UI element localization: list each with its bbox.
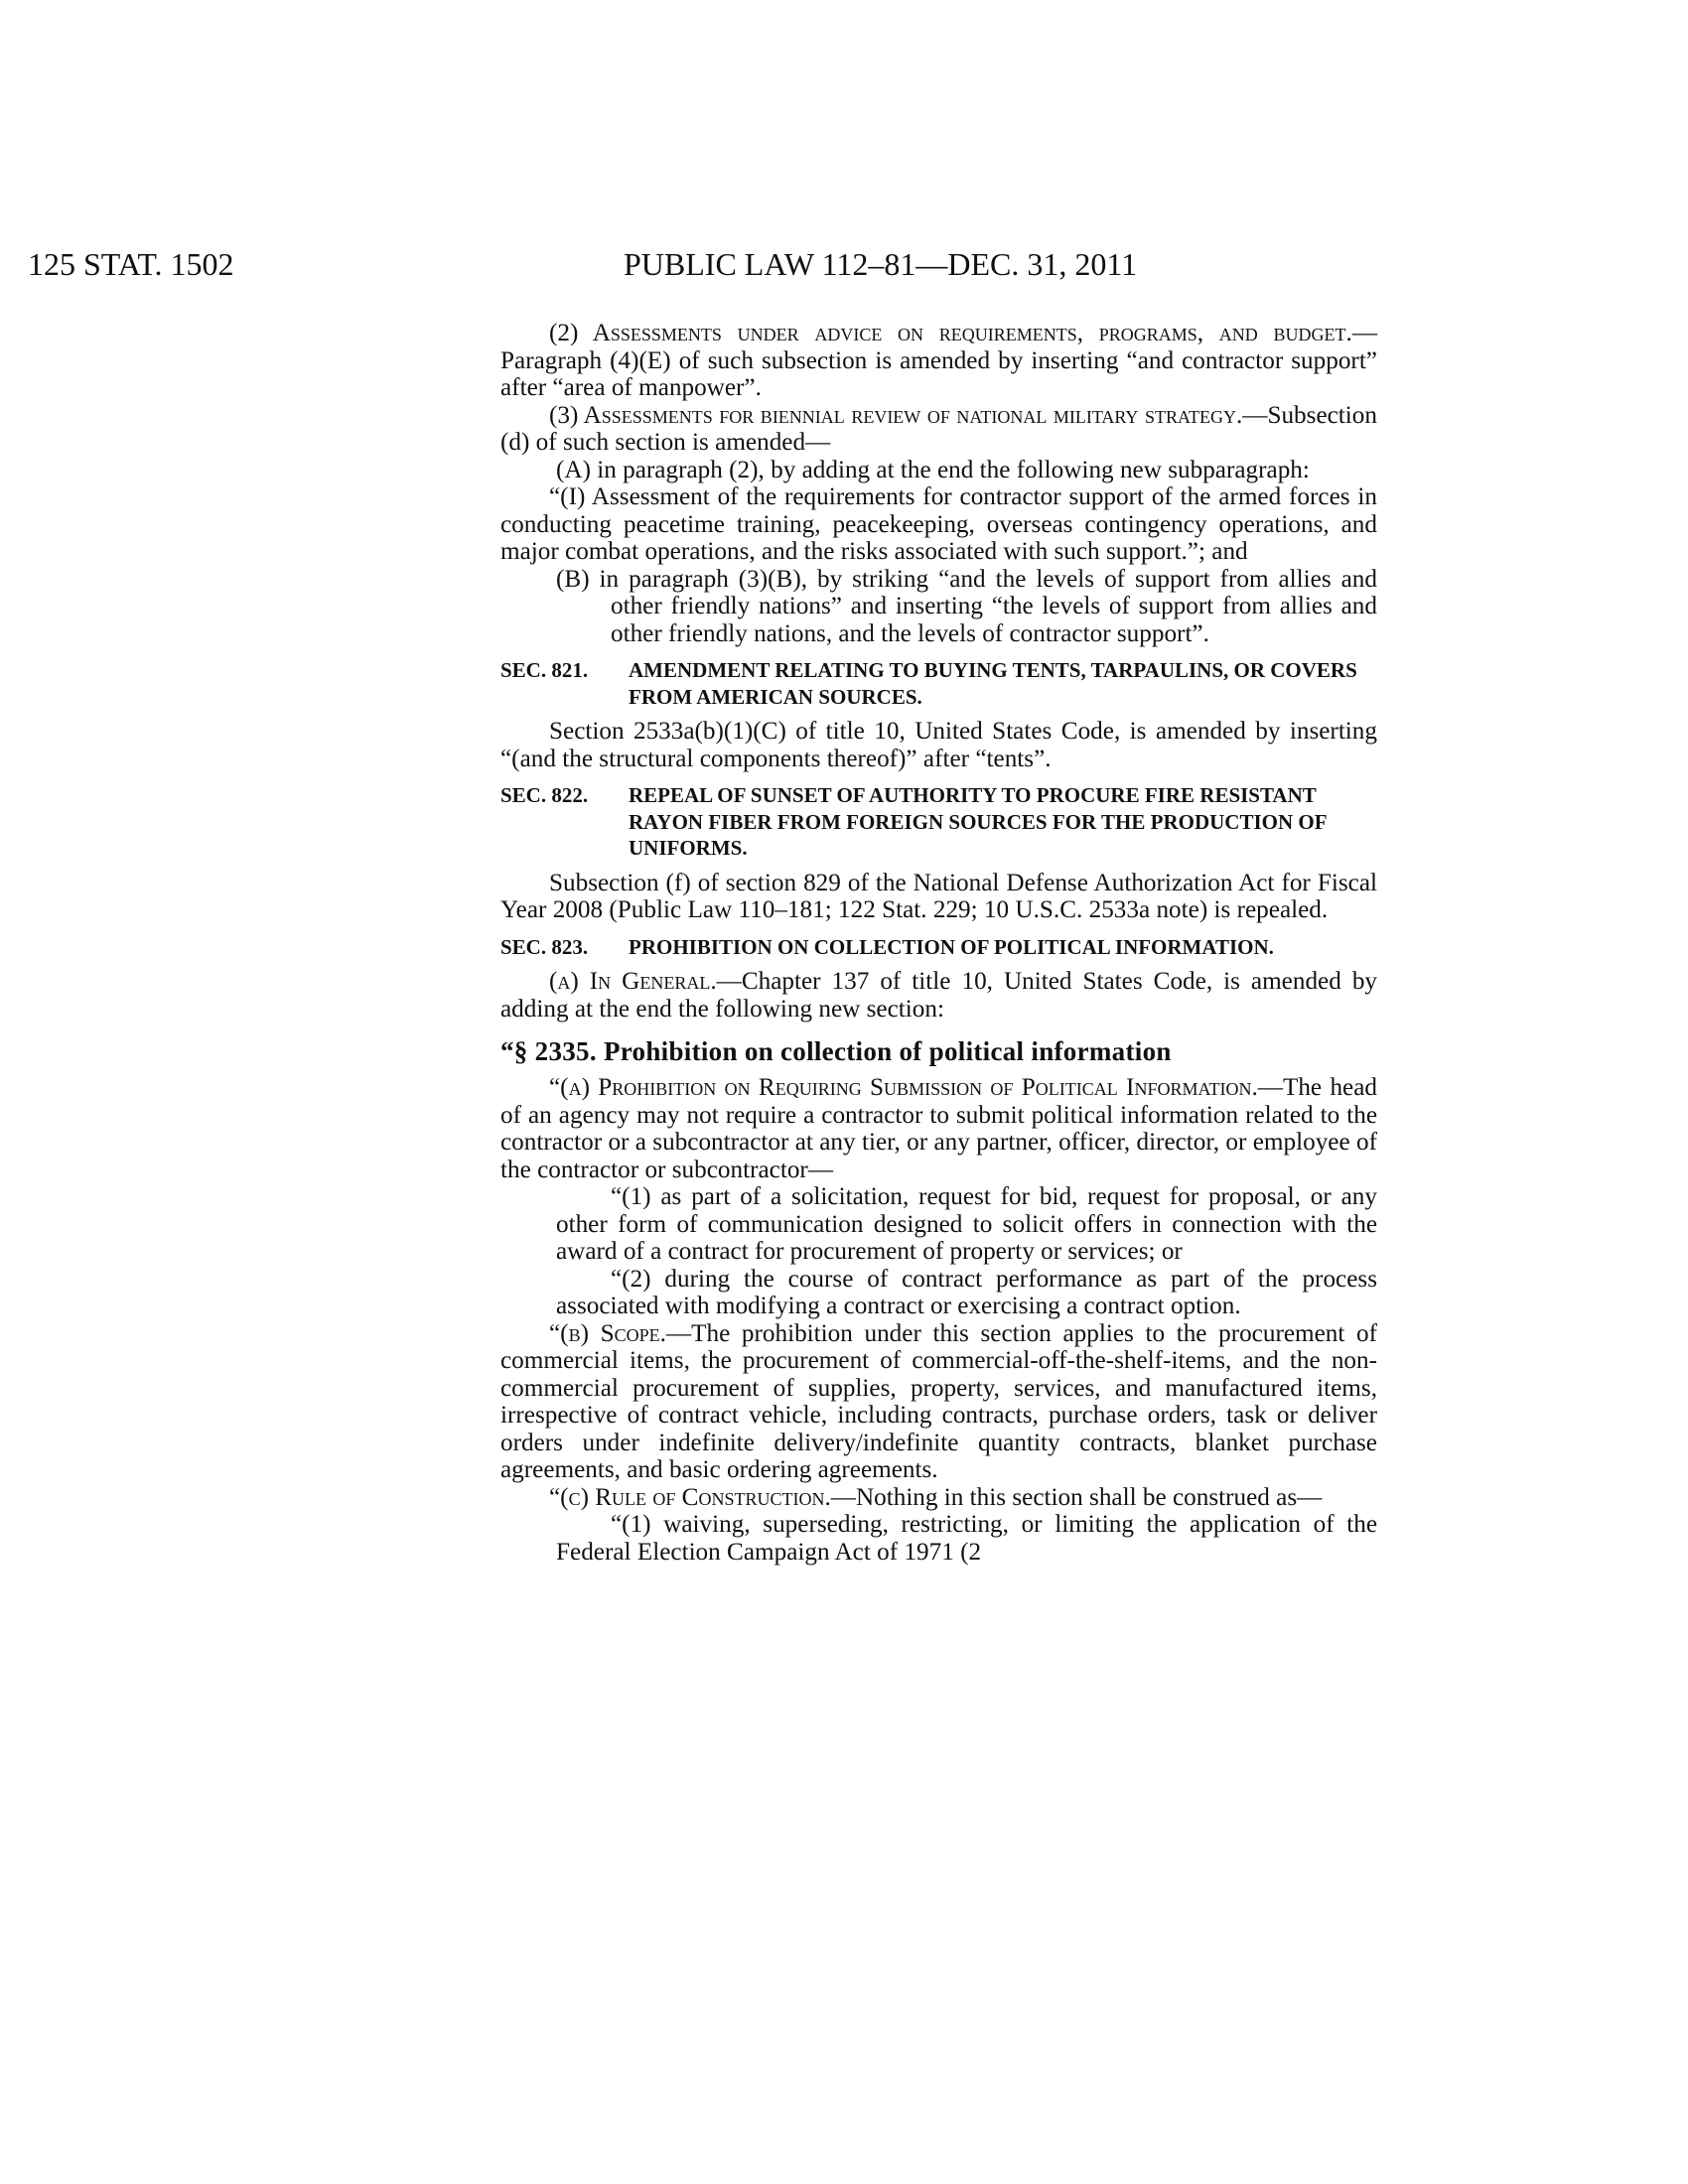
- section-822-text: Subsection (f) of section 829 of the National Defense Authorization Act for Fiscal Year 2008 (Public Law 110–181; 122 Stat. 229; 10 U.S.C. 2533a note) is repealed.: [500, 869, 1377, 923]
- page-header: [0, 246, 1688, 296]
- paragraph-assessments-biennial: [500, 402, 1377, 457]
- paragraph-heading: (a) In General.: [549, 968, 717, 995]
- public-law-title: PUBLIC LAW 112–81—DEC. 31, 2011: [624, 246, 1138, 282]
- paragraph-heading: “(b) Scope.: [549, 1319, 666, 1347]
- paragraph-heading: (2) Assessments under advice on requirements, programs, and budget.: [549, 320, 1352, 346]
- section-title: REPEAL OF SUNSET OF AUTHORITY TO PROCURE FIRE RESISTANT RAYON FIBER FROM FOREIGN SOURCES FOR THE PRODUCTION OF UNIFORMS.: [629, 783, 1327, 860]
- section-title: PROHIBITION ON COLLECTION OF POLITICAL INFORMATION.: [629, 934, 1274, 959]
- quoted-paragraph-2: “(2) during the course of contract performance as part of the process associated with modifying a contract or exercising a contract option.: [556, 1265, 1377, 1319]
- subparagraph-b: (B) in paragraph (3)(B), by striking “and the levels of support from allies and other friendly nations” and inserting “the levels of support from allies and other friendly nations, and the levels of contractor support”.: [556, 565, 1377, 647]
- quoted-paragraph-c1: “(1) waiving, superseding, restricting, or limiting the application of the Federal Election Campaign Act of 1971 (2: [556, 1511, 1377, 1566]
- quoted-paragraph-1: “(1) as part of a solicitation, request for bid, request for proposal, or any other form of communication designed to solicit offers in connection with the award of a contract for procurement of property or services; or: [556, 1183, 1377, 1265]
- paragraph-text: —The prohibition under this section applies to the procurement of commercial items, the procurement of commercial-off-the-shelf-items, and the non-commercial procurement of supplies, property, services, and manufactured items, irrespective of contract vehicle, including contracts, purchase orders, task or deliver orders under indefinite delivery/indefinite quantity contracts, blanket purchase agreements, and basic ordering agreements.: [500, 1319, 1377, 1483]
- quoted-subsection-a: [500, 1074, 1377, 1183]
- paragraph-text: —The head of an agency may not require a contractor to submit political information related to the contractor or a subcontractor at any tier, or any partner, officer, director, or employee of the contractor or subcontractor—: [500, 1074, 1377, 1183]
- paragraph-heading: (3) Assessments for biennial review of national military strategy.: [549, 401, 1243, 429]
- statute-page-number: 125 STAT. 1502: [28, 246, 234, 282]
- section-title: AMENDMENT RELATING TO BUYING TENTS, TARPAULINS, OR COVERS FROM AMERICAN SOURCES.: [629, 658, 1357, 709]
- quoted-subparagraph-i: “(I) Assessment of the requirements for contractor support of the armed forces in conducting peacetime training, peacekeeping, overseas contingency operations, and major combat operations, and the risks associated with such support.”; and: [500, 483, 1377, 565]
- section-821-text: Section 2533a(b)(1)(C) of title 10, United States Code, is amended by inserting “(and the structural components thereof)” after “tents”.: [500, 718, 1377, 772]
- quoted-subsection-b: [500, 1320, 1377, 1484]
- subparagraph-a: (A) in paragraph (2), by adding at the end the following new subparagraph:: [556, 456, 1310, 483]
- paragraph-text: —Nothing in this section shall be construed as—: [830, 1483, 1323, 1511]
- section-821-heading: [500, 657, 1377, 710]
- paragraph-text: —Subsection (d) of such section is amended—: [500, 401, 1377, 456]
- section-823-subsection-a: [500, 968, 1377, 1023]
- section-823-heading: [500, 934, 1377, 961]
- paragraph-text: —Chapter 137 of title 10, United States Code, is amended by adding at the end the following new section:: [500, 968, 1378, 1023]
- section-822-heading: [500, 782, 1377, 862]
- paragraph-text: —Paragraph (4)(E) of such subsection is amended by inserting “and contractor support” after “area of manpower”.: [500, 320, 1377, 401]
- section-2335-title: “§ 2335. Prohibition on collection of political information: [500, 1036, 1172, 1066]
- section-number: SEC. 822.: [500, 783, 589, 807]
- quoted-subsection-c: [500, 1484, 1377, 1512]
- section-number: SEC. 823.: [500, 934, 589, 959]
- document-body: [500, 320, 1377, 1566]
- paragraph-heading: “(a) Prohibition on Requiring Submission of Political Information.: [549, 1074, 1258, 1101]
- paragraph-assessments-advice: [500, 320, 1377, 402]
- paragraph-heading: “(c) Rule of Construction.: [549, 1483, 831, 1511]
- section-number: SEC. 821.: [500, 658, 589, 682]
